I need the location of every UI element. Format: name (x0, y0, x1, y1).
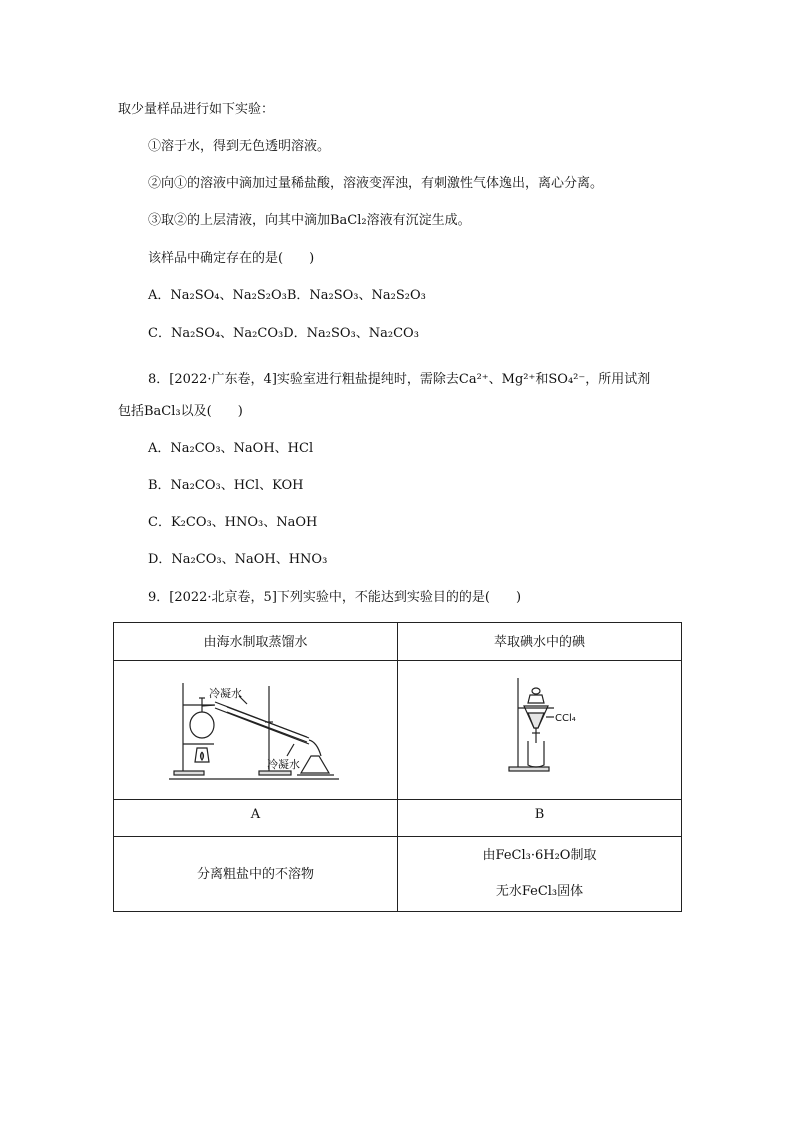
q8-text-after: ，所用试剂 (585, 372, 651, 387)
table-row-divider-1 (114, 660, 681, 661)
q7-option-d[interactable]: D．Na₂SO₃、Na₂CO₃ (283, 326, 419, 341)
label-b: B (534, 807, 545, 822)
step-1: ①溶于水，得到无色透明溶液。 (148, 139, 331, 154)
table-row-divider-3 (114, 836, 681, 837)
separatory-funnel-figure (504, 673, 594, 793)
fig-a-label-bottom: 冷凝水 (267, 758, 300, 771)
q8-text-before: 8．[2022·广东卷，4]实验室进行粗盐提纯时，需除去Ca²⁺、Mg²⁺和 (148, 372, 549, 387)
q7-option-c[interactable]: C．Na₂SO₄、Na₂CO₃ (148, 326, 284, 341)
q8-option-d[interactable]: D．Na₂CO₃、NaOH、HNO₃ (148, 552, 328, 567)
table-row-divider-2 (114, 799, 681, 800)
q7-options-cd (148, 325, 419, 343)
cell-d-line1: 由FeCl₃·6H₂O制取 (482, 848, 597, 863)
distillation-apparatus-figure (169, 678, 369, 798)
q9-table (113, 622, 682, 912)
fig-a-label-top: 冷凝水 (209, 687, 242, 700)
step-2: ②向①的溶液中滴加过量稀盐酸，溶液变浑浊，有刺激性气体逸出，离心分离。 (148, 176, 604, 191)
cell-c-text: 分离粗盐中的不溶物 (196, 867, 314, 882)
q8-stem-line1 (148, 371, 650, 389)
cell-d-line2: 无水FeCl₃固体 (495, 884, 584, 899)
step-3: ③取②的上层清液，向其中滴加BaCl₂溶液有沉淀生成。 (148, 213, 471, 228)
intro-text: 取少量样品进行如下实验： (118, 102, 275, 117)
q9-stem: 9．[2022·北京卷，5]下列实验中，不能达到实验目的的是( ) (148, 590, 522, 605)
q7-option-b[interactable]: B．Na₂SO₃、Na₂S₂O₃ (286, 288, 426, 303)
q7-stem: 该样品中确定存在的是( ) (148, 251, 315, 266)
q7-option-a[interactable]: A．Na₂SO₄、Na₂S₂O₃ (148, 288, 287, 303)
fig-b-label-ccl4: CCl₄ (555, 713, 576, 724)
q7-options-ab (148, 287, 426, 305)
label-a: A (250, 807, 261, 822)
q8-ion: SO₄²⁻ (548, 372, 586, 387)
header-a: 由海水制取蒸馏水 (203, 635, 308, 650)
q8-option-a[interactable]: A．Na₂CO₃、NaOH、HCl (148, 441, 314, 456)
q8-option-b[interactable]: B．Na₂CO₃、HCl、KOH (148, 478, 304, 493)
header-b: 萃取碘水中的碘 (493, 635, 585, 650)
q8-option-c[interactable]: C．K₂CO₃、HNO₃、NaOH (148, 515, 318, 530)
q8-stem-line2: 包括BaCl₃以及( ) (118, 404, 243, 419)
table-vertical-divider (397, 623, 398, 911)
